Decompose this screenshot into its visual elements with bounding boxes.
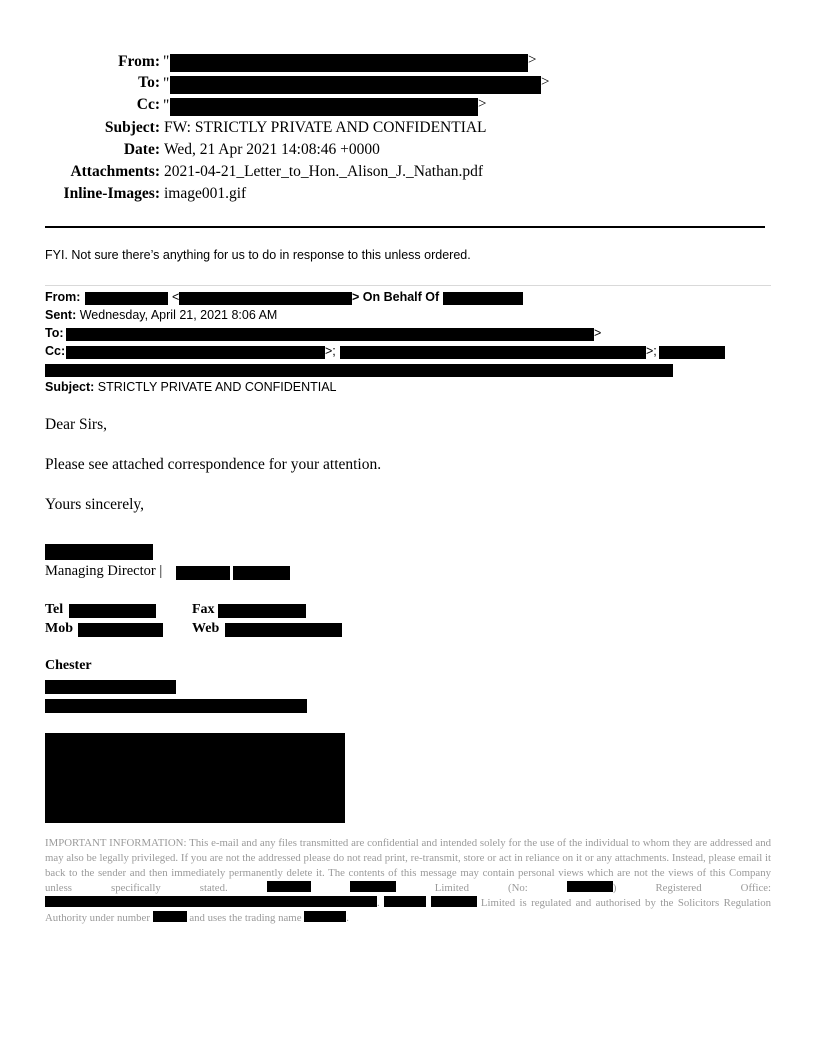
header-attachments-row xyxy=(0,163,816,185)
header-inline-images-row xyxy=(0,185,816,207)
redaction-box xyxy=(45,680,176,694)
redaction-box xyxy=(340,346,646,359)
fwd-sent-row xyxy=(45,308,277,322)
signature-city: Chester xyxy=(45,658,92,673)
redaction-box xyxy=(431,896,477,907)
redaction-box xyxy=(170,98,478,116)
forward-divider xyxy=(45,285,771,286)
tel-label: Tel xyxy=(45,602,64,617)
header-cc-quote: " xyxy=(163,97,170,114)
header-from-quote: " xyxy=(163,53,170,70)
header-to-row xyxy=(0,74,816,96)
redaction-box xyxy=(176,566,230,580)
attachment-link[interactable]: 2021-04-21_Letter_to_Hon._Alison_J._Nathan.pdf xyxy=(164,163,483,180)
header-from-row xyxy=(0,52,816,74)
redaction-box xyxy=(66,346,325,359)
redaction-box xyxy=(659,346,725,359)
fwd-cc-sep: >; xyxy=(646,344,657,358)
inline-image-link[interactable]: image001.gif xyxy=(164,185,247,202)
fwd-to-label: To: xyxy=(45,326,64,340)
fwd-cc-label: Cc: xyxy=(45,344,66,358)
closing: Yours sincerely, xyxy=(45,496,145,513)
header-date-label: Date: xyxy=(123,141,160,158)
redaction-box xyxy=(45,544,153,560)
fwd-subject-value: STRICTLY PRIVATE AND CONFIDENTIAL xyxy=(97,380,337,394)
fwd-on-behalf: > On Behalf Of xyxy=(352,290,440,304)
redaction-box xyxy=(233,566,290,580)
header-cc-label: Cc: xyxy=(136,96,160,113)
redaction-box xyxy=(225,623,342,637)
web-label: Web xyxy=(192,621,220,636)
header-subject-value: FW: STRICTLY PRIVATE AND CONFIDENTIAL xyxy=(164,119,487,136)
header-subject-row xyxy=(0,119,816,141)
mob-label: Mob xyxy=(45,621,73,636)
redaction-box xyxy=(45,364,673,377)
legal-text: Limited is regulated and authorised by the Solicitors Regulation Authority under number xyxy=(45,897,772,924)
header-to-quote: " xyxy=(163,75,170,92)
header-cc-row xyxy=(0,96,816,118)
redaction-box xyxy=(384,896,426,907)
fyi-message: FYI. Not sure there’s anything for us to do in response to this unless ordered. xyxy=(45,248,471,262)
fwd-to-gt: > xyxy=(594,326,602,340)
fwd-from-row xyxy=(45,290,80,304)
header-attachments-label: Attachments: xyxy=(70,163,160,180)
redaction-box xyxy=(170,54,528,72)
header-date-value: Wed, 21 Apr 2021 14:08:46 +0000 xyxy=(164,141,380,158)
header-cc-gt: > xyxy=(478,96,487,112)
fwd-sent-label: Sent: xyxy=(45,308,77,322)
header-date-row xyxy=(0,141,816,163)
body-line: Please see attached correspondence for your attention. xyxy=(45,456,382,473)
fax-label: Fax xyxy=(192,602,215,617)
header-to-label: To: xyxy=(138,74,160,91)
redaction-box xyxy=(66,328,594,341)
redaction-box xyxy=(350,881,396,892)
legal-text: . xyxy=(346,912,349,924)
fwd-sent-value: Wednesday, April 21, 2021 8:06 AM xyxy=(79,308,278,322)
legal-text: Registered Office: xyxy=(655,882,772,894)
fwd-cc-row xyxy=(45,344,65,358)
fwd-to-row xyxy=(45,326,64,340)
redaction-box xyxy=(218,604,306,618)
redaction-box xyxy=(304,911,346,922)
header-from-label: From: xyxy=(118,53,160,70)
fwd-subject-row xyxy=(45,380,337,394)
fwd-subject-label: Subject: xyxy=(45,380,95,394)
redaction-box xyxy=(170,76,541,94)
redaction-box xyxy=(179,292,352,305)
redaction-box xyxy=(85,292,168,305)
legal-text: and uses the trading name xyxy=(189,912,302,924)
redaction-box xyxy=(153,911,187,922)
redaction-box xyxy=(267,881,311,892)
header-inline-images-label: Inline-Images: xyxy=(63,185,160,202)
legal-disclaimer xyxy=(45,836,771,926)
redacted-logo-image xyxy=(45,733,345,823)
header-divider xyxy=(45,226,765,228)
redaction-box xyxy=(78,623,163,637)
fwd-from-label: From: xyxy=(45,290,81,304)
greeting: Dear Sirs, xyxy=(45,416,107,433)
legal-text: IMPORTANT INFORMATION: This e-mail and any files transmitted are confidential and intended solely for the use of the individual to whom they are addressed and may also be legally privileged. If you are not the addressed please do not read print, re-transmit, store or act in reliance on it or any attachments. Instead, please email it back to the sender and then immediately permanently delete it. The contents of this message may contain personal views which are not the views of this Company unless specifically stated. xyxy=(45,837,771,894)
redaction-box xyxy=(69,604,156,618)
redaction-box xyxy=(443,292,523,305)
legal-text: ) xyxy=(612,882,617,894)
redaction-box xyxy=(567,881,613,892)
legal-text: . xyxy=(377,897,380,909)
header-to-gt: > xyxy=(541,74,550,90)
legal-text: Limited (No: xyxy=(434,882,528,894)
header-from-gt: > xyxy=(528,52,537,68)
fwd-cc-sep: >; xyxy=(325,344,336,358)
redaction-box xyxy=(45,699,307,713)
signature-title: Managing Director | xyxy=(45,563,163,579)
header-subject-label: Subject: xyxy=(104,119,160,136)
fwd-from-lt: < xyxy=(172,290,180,304)
redaction-box xyxy=(45,896,377,907)
